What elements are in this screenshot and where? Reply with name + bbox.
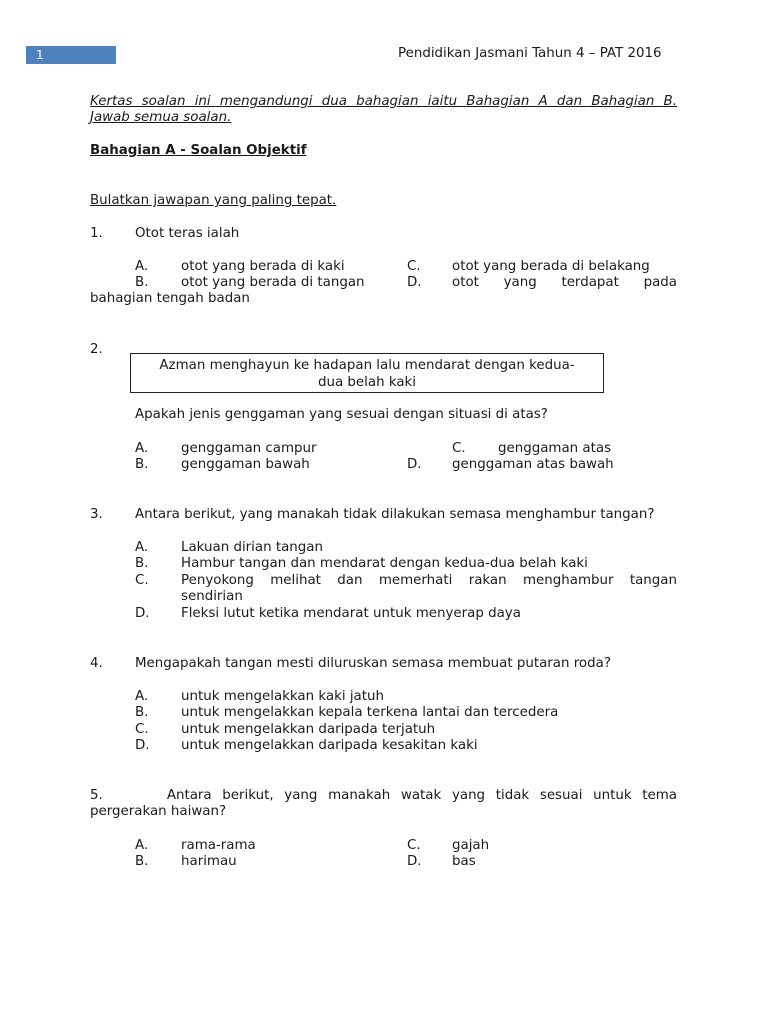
q5-b-letter: B. (135, 854, 149, 869)
intro-line-2: Jawab semua soalan. (90, 110, 232, 125)
q3-d-text: Fleksi lutut ketika mendarat untuk menyerap daya (181, 606, 521, 621)
q5-c-letter: C. (407, 838, 421, 853)
q3-text: Antara berikut, yang manakah tidak dilakukan semasa menghambur tangan? (135, 507, 655, 522)
q2-text: Apakah jenis genggaman yang sesuai dengan situasi di atas? (135, 407, 548, 422)
q2-box-line-1: Azman menghayun ke hadapan lalu mendarat dengan kedua- (159, 358, 575, 373)
q3-d-letter: D. (135, 606, 150, 621)
q2-number: 2. (90, 342, 103, 357)
header-title: Pendidikan Jasmani Tahun 4 – PAT 2016 (398, 46, 662, 61)
q1-number: 1. (90, 226, 103, 241)
q4-c-letter: C. (135, 722, 149, 737)
page-number: 1 (36, 48, 44, 62)
q5-d-letter: D. (407, 854, 422, 869)
q4-a-text: untuk mengelakkan kaki jatuh (181, 689, 384, 704)
q2-d-text: genggaman atas bawah (452, 457, 614, 472)
q3-a-text: Lakuan dirian tangan (181, 540, 323, 555)
q5-b-text: harimau (181, 854, 237, 869)
q4-number: 4. (90, 656, 103, 671)
section-title: Bahagian A - Soalan Objektif (90, 143, 307, 158)
q3-b-text: Hambur tangan dan mendarat dengan kedua-dua belah kaki (181, 556, 588, 571)
q2-d-letter: D. (407, 457, 422, 472)
q1-a-letter: A. (135, 259, 149, 274)
q1-b-letter: B. (135, 275, 149, 290)
q3-c-text-line-2: sendirian (181, 589, 243, 604)
instruction: Bulatkan jawapan yang paling tepat. (90, 193, 337, 208)
q2-c-letter: C. (452, 441, 466, 456)
q1-c-text: otot yang berada di belakang (452, 259, 650, 274)
q1-c-letter: C. (407, 259, 421, 274)
q4-b-letter: B. (135, 705, 149, 720)
q3-c-letter: C. (135, 573, 149, 588)
q2-a-letter: A. (135, 441, 149, 456)
q1-d-letter: D. (407, 275, 422, 290)
q3-c-text-line-1: Penyokong melihat dan memerhati rakan menghambur tangan (181, 573, 677, 588)
q2-situation-box (130, 353, 604, 393)
q5-a-letter: A. (135, 838, 149, 853)
q3-a-letter: A. (135, 540, 149, 555)
q4-b-text: untuk mengelakkan kepala terkena lantai dan tercedera (181, 705, 559, 720)
q1-d-text-line-1: otot yang terdapat pada (452, 275, 677, 290)
intro-line-1: Kertas soalan ini mengandungi dua bahagian iaitu Bahagian A dan Bahagian B. (90, 94, 677, 109)
q1-text: Otot teras ialah (135, 226, 240, 241)
q2-c-text: genggaman atas (498, 441, 612, 456)
q2-a-text: genggaman campur (181, 441, 317, 456)
q5-d-text: bas (452, 854, 476, 869)
q1-d-text-line-2: bahagian tengah badan (90, 291, 250, 306)
q4-text: Mengapakah tangan mesti diluruskan semasa membuat putaran roda? (135, 656, 611, 671)
q4-d-text: untuk mengelakkan daripada kesakitan kaki (181, 738, 478, 753)
q4-a-letter: A. (135, 689, 149, 704)
page-number-box (26, 46, 116, 64)
q2-b-letter: B. (135, 457, 149, 472)
q3-b-letter: B. (135, 556, 149, 571)
q1-b-text: otot yang berada di tangan (181, 275, 365, 290)
q5-a-text: rama-rama (181, 838, 256, 853)
q5-c-text: gajah (452, 838, 490, 853)
q1-a-text: otot yang berada di kaki (181, 259, 345, 274)
q4-c-text: untuk mengelakkan daripada terjatuh (181, 722, 436, 737)
q2-box-line-2: dua belah kaki (317, 375, 417, 390)
q4-d-letter: D. (135, 738, 150, 753)
q5-text-line-1: 5. Antara berikut, yang manakah watak yang tidak sesuai untuk tema (90, 788, 677, 803)
q5-text-line-2: pergerakan haiwan? (90, 804, 227, 819)
q2-b-text: genggaman bawah (181, 457, 310, 472)
q3-number: 3. (90, 507, 103, 522)
